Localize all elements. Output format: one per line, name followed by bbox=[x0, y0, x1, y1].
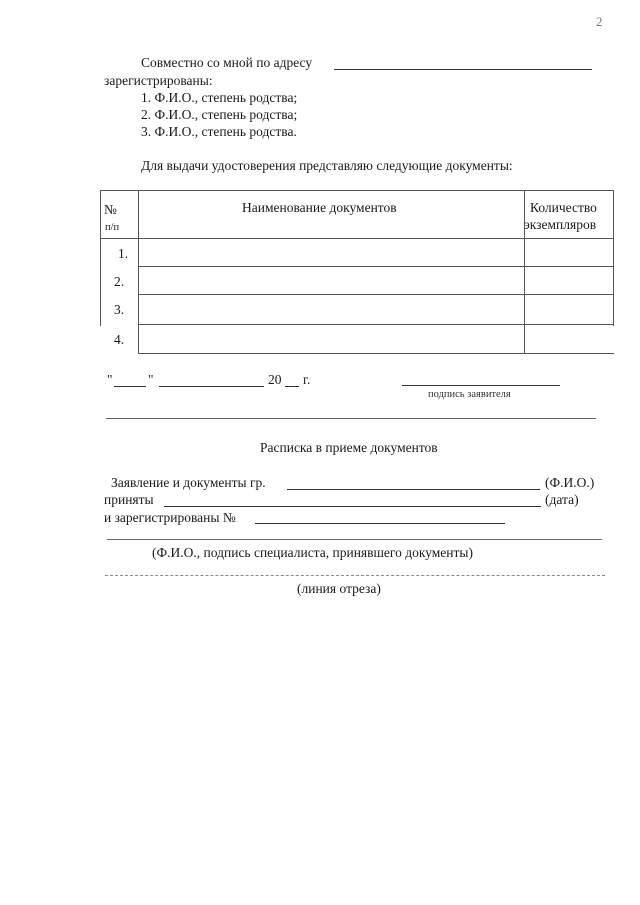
header-num: № bbox=[104, 202, 117, 217]
receipt-title: Расписка в приеме документов bbox=[260, 440, 438, 455]
date-month-blank bbox=[159, 386, 264, 387]
accepted-label: приняты bbox=[104, 492, 154, 507]
table-col-divider bbox=[524, 190, 525, 354]
date-year-prefix: 20 bbox=[268, 372, 282, 387]
address-label: Совместно со мной по адресу bbox=[141, 55, 313, 70]
table-row-num: 4. bbox=[114, 332, 125, 347]
statement-label: Заявление и документы гр. bbox=[111, 475, 266, 490]
registered-number-label: и зарегистрированы № bbox=[104, 510, 236, 525]
date-quote-close: " bbox=[148, 372, 154, 387]
table-col-divider bbox=[138, 190, 139, 354]
header-num-sub: п/п bbox=[105, 222, 120, 233]
specialist-blank bbox=[107, 539, 602, 540]
registered-label: зарегистрированы: bbox=[104, 73, 213, 88]
signature-blank bbox=[402, 385, 560, 386]
registered-number-blank bbox=[255, 523, 505, 524]
applicant-name-blank bbox=[287, 489, 540, 490]
specialist-caption: (Ф.И.О., подпись специалиста, принявшего документы) bbox=[152, 545, 473, 560]
table-right-border bbox=[613, 190, 614, 326]
table-row-border bbox=[138, 324, 614, 325]
page-number: 2 bbox=[596, 14, 603, 29]
table-row-num: 2. bbox=[114, 274, 125, 289]
table-row-border bbox=[138, 294, 614, 295]
table-top-border bbox=[100, 190, 614, 191]
relative-item-2: 2. Ф.И.О., степень родства; bbox=[141, 107, 298, 122]
table-left-border bbox=[100, 190, 101, 326]
header-name: Наименование документов bbox=[242, 200, 397, 215]
date-year-suffix: г. bbox=[303, 372, 311, 387]
separator-line bbox=[106, 418, 596, 419]
cut-line bbox=[105, 575, 605, 576]
documents-intro: Для выдачи удостоверения представляю следующие документы: bbox=[141, 158, 513, 173]
table-bottom-border bbox=[138, 353, 614, 354]
date-quote-open: " bbox=[107, 372, 113, 387]
table-row-num: 1. bbox=[118, 246, 129, 261]
date-label: (дата) bbox=[545, 492, 579, 507]
relative-item-3: 3. Ф.И.О., степень родства. bbox=[141, 124, 297, 139]
fio-label: (Ф.И.О.) bbox=[545, 475, 595, 490]
header-qty-sub: экземпляров bbox=[524, 217, 597, 232]
header-qty: Количество bbox=[530, 200, 597, 215]
accepted-date-blank bbox=[164, 506, 541, 507]
date-year-blank bbox=[285, 386, 299, 387]
documents-table bbox=[100, 190, 614, 354]
table-row-num: 3. bbox=[114, 302, 125, 317]
table-header-border bbox=[100, 238, 614, 239]
cut-line-caption: (линия отреза) bbox=[297, 581, 381, 596]
date-day-blank bbox=[114, 386, 146, 387]
table-row-border bbox=[138, 266, 614, 267]
signature-caption: подпись заявителя bbox=[428, 389, 511, 400]
relative-item-1: 1. Ф.И.О., степень родства; bbox=[141, 90, 298, 105]
address-blank bbox=[334, 69, 592, 70]
